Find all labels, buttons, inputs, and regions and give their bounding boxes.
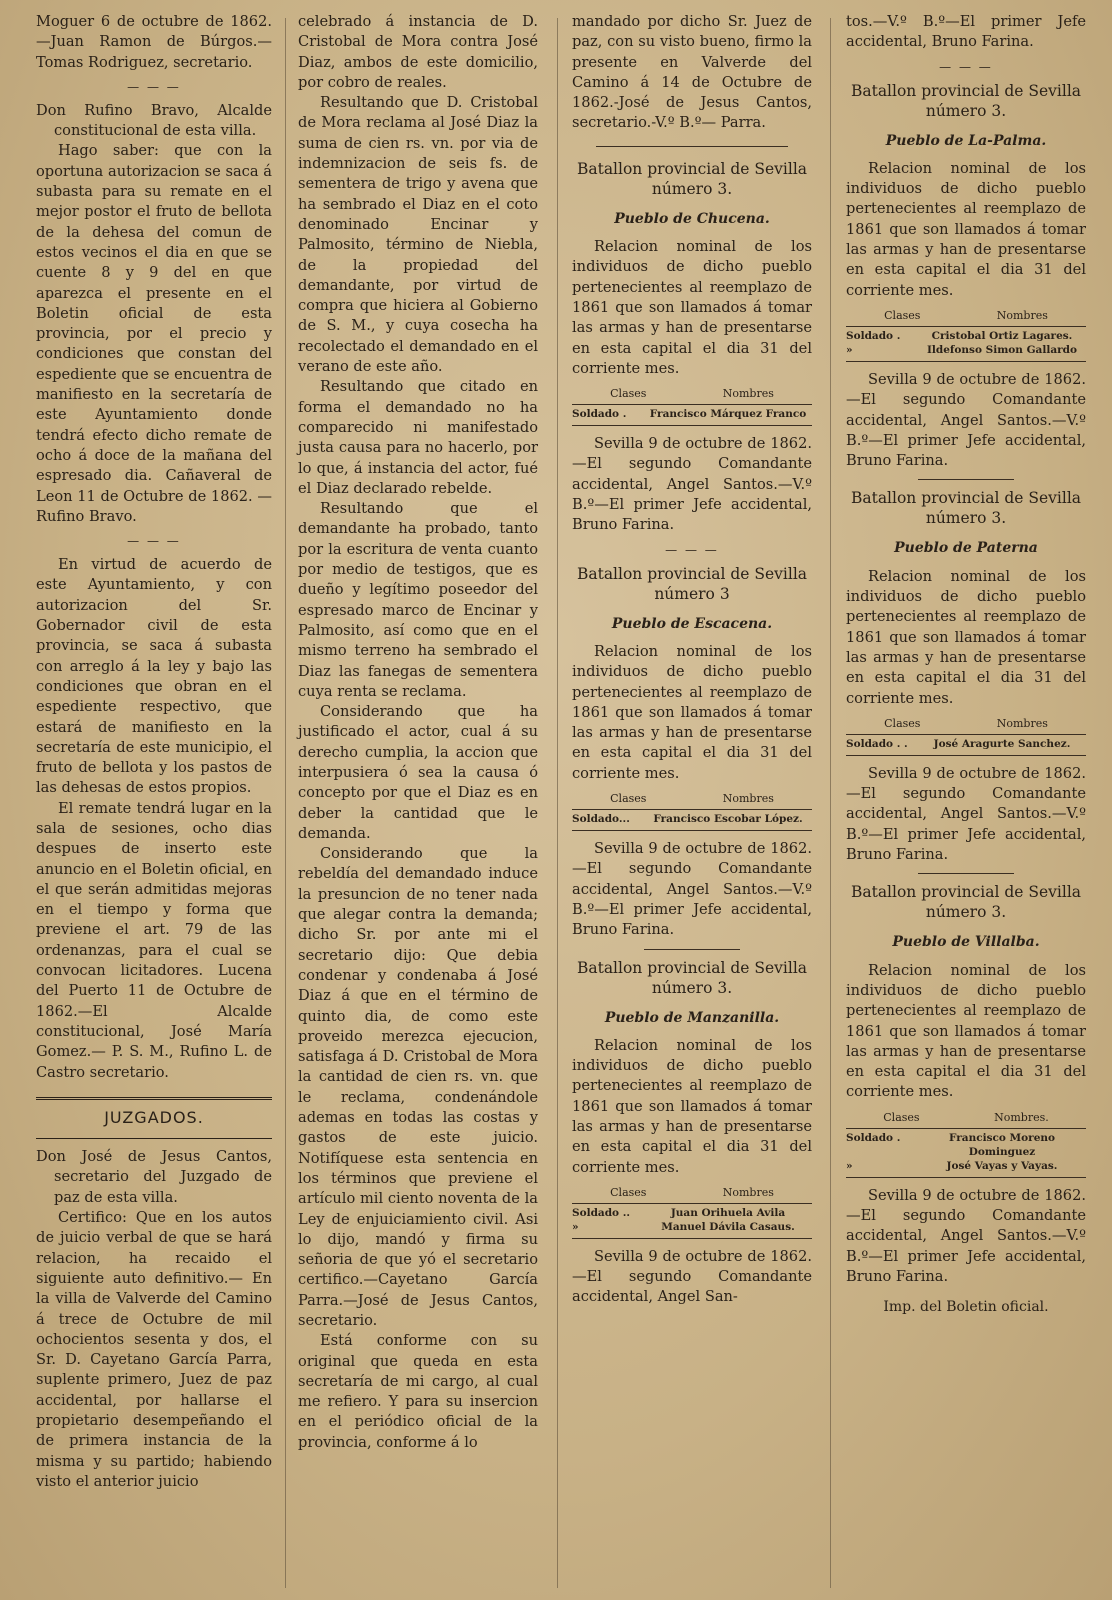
- nombres-header: Nombres: [996, 308, 1048, 322]
- nombres-header: Nombres.: [994, 1110, 1049, 1124]
- table-rule: [572, 830, 812, 831]
- separator-dash: — — —: [939, 59, 993, 74]
- alcalde-heading: Don Rufino Bravo, Alcalde constitucional de esta villa.: [36, 101, 272, 140]
- table-row: [846, 329, 1086, 343]
- separator-rule: [644, 949, 740, 950]
- firma-paragraph: Sevilla 9 de octubre de 1862.—El segundo Comandante accidental, Angel Santos.—V.º B.º—El primer Jefe accidental, Bruno Farina.: [846, 1186, 1086, 1285]
- pueblo-title: Pueblo de Manzanilla.: [604, 1009, 780, 1026]
- clase-cell: Soldado...: [572, 813, 630, 826]
- section-title-juzgados: JUZGADOS.: [104, 1107, 204, 1127]
- nombres-header: Nombres: [722, 1185, 774, 1199]
- considerando-2: Considerando que la rebeldía del demandado induce la presuncion de no tener nada que alegar contra la demanda; dicho Sr. por ante mi el secretario dijo: Que debia condenar y condenaba á José Diaz á que en el término de quinto dia, de como este proveido merezca ejecucion, satisfaga á D. Cristobal de Mora la cantidad de cien rs. vn. que le reclama, condenándole ademas en todas las costas y gastos de este juicio. Notifíquese esta sentencia en los términos que previene el artículo mil ciento noventa de la Ley de enjuiciamiento civil. Asi lo dijo, mandó y firma su señoria de que yó el secretario certifico.—Cayetano García Parra.—José de Jesus Cantos, secretario.: [298, 845, 538, 1329]
- relacion-paragraph: Relacion nominal de los individuos de dicho pueblo pertenecientes al reemplazo de 1861 que son llamados á tomar las armas y han de presentarse en esta capital el dia 31 del corriente mes.: [572, 1036, 812, 1176]
- firma-paragraph: Sevilla 9 de octubre de 1862.—El segundo Comandante accidental, Angel Santos.—V.º B.º—El primer Jefe accidental, Bruno Farina.: [846, 764, 1086, 864]
- moguer-signature: Moguer 6 de octubre de 1862.—Juan Ramon de Búrgos.—Tomas Rodriguez, secretario.: [36, 13, 272, 71]
- separator-rule: [918, 873, 1014, 874]
- clase-cell: »: [846, 1159, 853, 1172]
- pueblo-title: Pueblo de La-Palma.: [885, 132, 1047, 149]
- batallon-title: Batallon provincial de Sevilla número 3.: [850, 489, 1082, 528]
- pueblo-title: Pueblo de Villalba.: [892, 934, 1040, 951]
- clases-header: Clases: [610, 1185, 647, 1199]
- mandado-continuation: mandado por dicho Sr. Juez de paz, con su visto bueno, firmo la presente en Valverde del Camino á 14 de Octubre de 1862.-José de Jesus Cantos, secretario.-V.º B.º— Parra.: [572, 13, 812, 132]
- pueblo-title: Pueblo de Chucena.: [614, 210, 770, 227]
- clases-header: Clases: [883, 1110, 920, 1124]
- table-header: [846, 309, 1086, 327]
- firma-paragraph: Sevilla 9 de octubre de 1862.—El segundo Comandante accidental, Angel Santos.—V.º B.º—El primer Jefe accidental, Bruno Farina.: [572, 435, 812, 534]
- remate-paragraph: El remate tendrá lugar en la sala de sesiones, ocho dias despues de inserto este anuncio en el Boletin oficial, en el que serán admitidas mejoras en el tiempo y forma que previene el art. 79 de las ordenanzas, para el cual se convocan licitadores. Lucena del Puerto 11 de Octubre de 1862.—El Alcalde constitucional, José María Gomez.— P. S. M., Rufino L. de Castro secretario.: [36, 799, 272, 1081]
- table-row: [846, 343, 1086, 357]
- separator-rule: [918, 479, 1014, 480]
- table-row: [846, 1159, 1086, 1173]
- table-row: [572, 407, 812, 421]
- separator-rule: [596, 146, 788, 147]
- separator-dash: — — —: [127, 534, 181, 549]
- resultando-3: Resultando que el demandante ha probado, tanto por la escritura de venta cuanto por medio de testigos, que es dueño y legítimo poseedor del espresado marco de Encinar y Palmosito, así como que en el mismo terreno ha sembrado el Diaz las fanegas de sementera cuya renta se reclama.: [298, 500, 538, 700]
- clase-cell: Soldado .: [846, 329, 901, 342]
- section-underline: [36, 1138, 272, 1139]
- batallon-title: Batallon provincial de Sevilla número 3.: [576, 958, 808, 997]
- firma-paragraph: Sevilla 9 de octubre de 1862.—El segundo Comandante accidental, Angel San-: [572, 1247, 812, 1306]
- column-rule: [830, 18, 831, 1588]
- table-rule: [846, 1177, 1086, 1178]
- printer-imprint: Imp. del Boletin oficial.: [883, 1299, 1049, 1316]
- table-rule: [846, 361, 1086, 362]
- relacion-paragraph: Relacion nominal de los individuos de dicho pueblo pertenecientes al reemplazo de 1861 que son llamados á tomar las armas y han de presentarse en esta capital el dia 31 del corriente mes.: [572, 238, 812, 377]
- juicio-continuation: celebrado á instancia de D. Cristobal de Mora contra José Diaz, ambos de este domicilio, por cobro de reales.: [298, 13, 538, 91]
- column-rule: [557, 18, 558, 1588]
- section-rule: [36, 1097, 272, 1100]
- nombre-cell: José Vayas y Vayas.: [946, 1159, 1058, 1172]
- nombre-cell: Juan Orihuela Avila: [670, 1206, 786, 1219]
- resultando-1: Resultando que D. Cristobal de Mora reclama al José Diaz la suma de cien rs. vn. por via de indemnizacion de seis fs. de sementera de trigo y avena que ha sembrado el Diaz en el coto denominado Encinar y Palmosito, término de Niebla, de la propiedad del demandante, por virtud de compra que hiciera al Gobierno de S. M., y cuya cosecha ha recolectado el demandado en el verano de este año.: [298, 94, 538, 376]
- batallon-title: Batallon provincial de Sevilla número 3.: [576, 159, 808, 198]
- certifico-paragraph: Certifico: Que en los autos de juicio verbal de que se hará relacion, ha recaido el siguiente auto definitivo.— En la villa de Valverde del Camino á trece de Octubre de mil ochocientos sesenta y dos, el Sr. D. Cayetano García Parra, suplente primero, Juez de paz accidental, por hallarse el propietario desempeñando el de primera instancia de la misma y su partido; habiendo visto el anterior juicio: [36, 1209, 272, 1490]
- nombre-cell: Manuel Dávila Casaus.: [661, 1220, 795, 1233]
- juez-heading: Don José de Jesus Cantos, secretario del Juzgado de paz de esta villa.: [36, 1148, 272, 1206]
- clase-cell: »: [846, 343, 853, 356]
- clase-cell: Soldado .: [846, 1131, 901, 1144]
- nombres-header: Nombres: [722, 387, 774, 401]
- table-rule: [846, 755, 1086, 756]
- firma-paragraph: Sevilla 9 de octubre de 1862.—El segundo Comandante accidental, Angel Santos.—V.º B.º—El primer Jefe accidental, Bruno Farina.: [572, 840, 812, 939]
- conforme-paragraph: Está conforme con su original que queda en esta secretaría de mi cargo, al cual me refiero. Y para su insercion en el periódico oficial de la provincia, conforme á lo: [298, 1332, 538, 1451]
- pueblo-title: Pueblo de Escacena.: [611, 615, 773, 632]
- nombres-header: Nombres: [996, 716, 1048, 730]
- clase-cell: »: [572, 1220, 579, 1233]
- table-row: [572, 1206, 812, 1220]
- clases-header: Clases: [884, 716, 921, 730]
- firma-continuation: tos.—V.º B.º—El primer Jefe accidental, Bruno Farina.: [846, 13, 1086, 51]
- firma-paragraph: Sevilla 9 de octubre de 1862.—El segundo Comandante accidental, Angel Santos.—V.º B.º—El primer Jefe accidental, Bruno Farina.: [846, 370, 1086, 470]
- table-rule: [572, 1238, 812, 1239]
- clase-cell: Soldado .: [572, 408, 627, 421]
- table-rule: [572, 425, 812, 426]
- column-3: [572, 12, 812, 1592]
- batallon-title: Batallon provincial de Sevilla número 3: [576, 564, 808, 603]
- subasta-paragraph: En virtud de acuerdo de este Ayuntamiento, y con autorizacion del Sr. Gobernador civil de esta provincia, se saca á subasta con arreglo á la ley y bajo las condiciones que obran en el espediente respectivo, que estará de manifiesto en la secretaría de este municipio, el fruto de bellota y los pastos de las dehesas de estos propios.: [36, 556, 272, 797]
- nombre-cell: Francisco Márquez Franco: [649, 408, 807, 421]
- table-row: [572, 1220, 812, 1234]
- hago-saber-paragraph: Hago saber: que con la oportuna autorizacion se saca á subasta para su remate en el mejor postor el fruto de bellota de la dehesa del comun de estos vecinos el dia en que se cuente 8 y 9 del en que aparezca el presente en el Boletin oficial de esta provincia, por el precio y condiciones que constan del espediente que se encuentra de manifiesto en la secretaría de este Ayuntamiento donde tendrá efecto dicho remate de ocho á doce de la mañana del espresado dia. Cañaveral de Leon 11 de Octubre de 1862. —Rufino Bravo.: [36, 142, 272, 525]
- relacion-paragraph: Relacion nominal de los individuos de dicho pueblo pertenecientes al reemplazo de 1861 que son llamados á tomar las armas y han de presentarse en esta capital el dia 31 del corriente mes.: [846, 961, 1086, 1101]
- column-1: [36, 12, 272, 1592]
- column-4: [846, 12, 1086, 1592]
- separator-dash: — — —: [127, 79, 181, 94]
- nombre-cell: Ildefonso Simon Gallardo: [926, 343, 1078, 356]
- clase-cell: Soldado ..: [572, 1206, 631, 1219]
- batallon-title: Batallon provincial de Sevilla número 3.: [850, 883, 1082, 922]
- table-row: [846, 737, 1086, 751]
- clases-header: Clases: [610, 792, 647, 806]
- separator-dash: — — —: [665, 542, 719, 557]
- table-header: [846, 1111, 1086, 1129]
- clase-cell: Soldado . .: [846, 737, 908, 750]
- nombre-cell: Cristobal Ortiz Lagares.: [931, 329, 1073, 342]
- batallon-title: Batallon provincial de Sevilla número 3.: [850, 81, 1082, 120]
- clases-header: Clases: [884, 308, 921, 322]
- nombre-cell: Francisco Escobar López.: [653, 813, 803, 826]
- table-header: [572, 792, 812, 810]
- relacion-paragraph: Relacion nominal de los individuos de dicho pueblo pertenecientes al reemplazo de 1861 que son llamados á tomar las armas y han de presentarse en esta capital el dia 31 del corriente mes.: [846, 567, 1086, 707]
- table-row: [846, 1131, 1086, 1159]
- table-header: [846, 717, 1086, 735]
- column-rule: [285, 18, 286, 1588]
- table-header: [572, 387, 812, 405]
- clases-header: Clases: [610, 387, 647, 401]
- nombre-cell: José Aragurte Sanchez.: [933, 737, 1071, 750]
- considerando-1: Considerando que ha justificado el actor, cual á su derecho cumplia, la accion que interpusiera ó sea la causa ó concepto por que el Diaz es en deber la cantidad que le demanda.: [298, 703, 538, 842]
- relacion-paragraph: Relacion nominal de los individuos de dicho pueblo pertenecientes al reemplazo de 1861 que son llamados á tomar las armas y han de presentarse en esta capital el dia 31 del corriente mes.: [846, 159, 1086, 299]
- nombres-header: Nombres: [722, 792, 774, 806]
- column-2: [298, 12, 538, 1592]
- table-header: [572, 1186, 812, 1204]
- nombre-cell: Francisco Moreno Dominguez: [948, 1131, 1056, 1158]
- table-row: [572, 812, 812, 826]
- relacion-paragraph: Relacion nominal de los individuos de dicho pueblo pertenecientes al reemplazo de 1861 que son llamados á tomar las armas y han de presentarse en esta capital el dia 31 del corriente mes.: [572, 642, 812, 782]
- resultando-2: Resultando que citado en forma el demandado no ha comparecido ni manifestado justa causa para no hacerlo, por lo que, á instancia del actor, fué el Diaz declarado rebelde.: [298, 378, 538, 497]
- pueblo-title: Pueblo de Paterna: [894, 540, 1038, 557]
